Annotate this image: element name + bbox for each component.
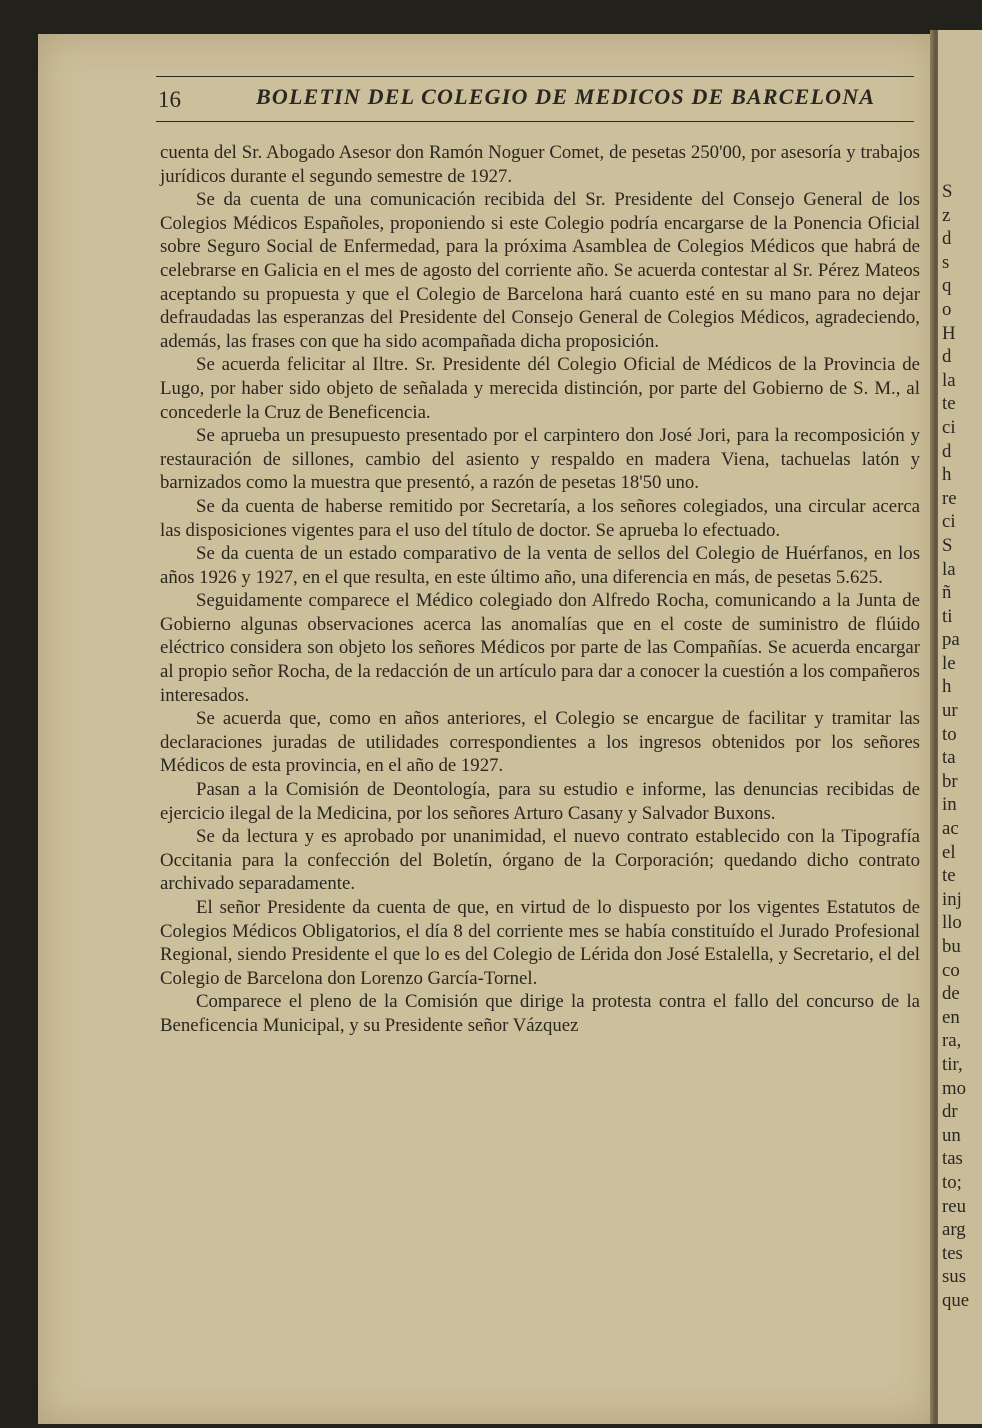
fragment-line: H [942,322,956,344]
fragment-line: ac [942,818,959,840]
fragment-line: o [942,298,952,320]
fragment-line: tir, [942,1053,963,1075]
fragment-line: arg [942,1219,966,1241]
page-header [156,76,914,122]
facing-page-edge [938,30,982,1424]
fragment-line: dr [942,1101,958,1123]
running-title: BOLETIN DEL COLEGIO DE MEDICOS DE BARCELONA [256,84,876,109]
fragment-line: d [942,440,952,462]
fragment-line: en [942,1006,960,1028]
fragment-line: de [942,983,960,1005]
paragraph: El señor Presidente da cuenta de que, en virtud de lo dispuesto por los vigentes Estatutos de Colegios Médicos Obligatorios, el día 8 del corriente mes se había constituído el Jurado Profesional Regional, siendo Presidente el que lo es del Colegio de Lérida don José Estalella, y Secretario, el del Colegio de Barcelona don Lorenzo García-Tornel. [160,897,920,989]
fragment-line: S [942,181,953,202]
fragment-line: ci [942,511,956,533]
fragment-line: ra, [942,1030,962,1052]
article-body [160,141,920,1038]
fragment-line: le [942,652,956,674]
fragment-line: d [942,228,952,250]
paragraph: cuenta del Sr. Abogado Asesor don Ramón Noguer Comet, de pesetas 250'00, por asesoría y trabajos jurídicos durante el segundo semestre de 1927. [160,142,920,187]
fragment-line: ti [942,605,953,627]
fragment-line: h [942,676,952,698]
fragment-line: tes [942,1242,963,1264]
paragraph: Se da cuenta de haberse remitido por Secretaría, a los señores colegiados, una circular acerca las disposiciones vigentes para el uso del título de doctor. Se aprueba lo efectuado. [160,495,920,541]
fragment-line: te [942,393,956,415]
fragment-line: z [942,204,951,226]
paragraph: Se da cuenta de un estado comparativo de la venta de sellos del Colegio de Huérfanos, en los años 1926 y 1927, en el que resulta, en este último año, una diferencia en más, de pesetas 5.625. [160,543,920,588]
fragment-line: que [942,1289,970,1311]
fragment-line: la [942,369,956,391]
paragraph: Se acuerda felicitar al Iltre. Sr. Presidente dél Colegio Oficial de Médicos de la Provincia de Lugo, por haber sido objeto de señalada y merecida distinción, por parte del Gobierno de S. M., al concederle la Cruz de Beneficencia. [160,354,920,423]
fragment-line: q [942,275,952,297]
fragment-line: ta [942,747,956,769]
paragraph: Se da cuenta de una comunicación recibida del Sr. Presidente del Consejo General de los Colegios Médicos Españoles, proponiendo si este Colegio podría encargarse de la Ponencia Oficial sobre Seguro Social de Enfermedad, para la próxima Asamblea de Colegios Médicos que habrá de celebrarse en Galicia en el mes de agosto del corriente año. Se acuerda contestar al Sr. Pérez Mateos aceptando su propuesta y que el Colegio de Barcelona hará cuanto esté en su mano para no dejar defraudadas las esperanzas del Presidente del Consejo General de Colegios Médicos, agradeciendo, además, las frases con que ha sido acompañada dicha proposición. [160,189,920,352]
fragment-line: in [942,794,957,816]
fragment-line: tas [942,1148,963,1170]
fragment-line: reu [942,1195,966,1217]
paragraph: Comparece el pleno de la Comisión que dirige la protesta contra el fallo del concurso de la Beneficencia Municipal, y su Presidente señor Vázquez [160,991,920,1036]
paragraph: Pasan a la Comisión de Deontología, para su estudio e informe, las denuncias recibidas de ejercicio ilegal de la Medicina, por los señores Arturo Casany y Salvador Buxons. [160,779,920,824]
fragment-line: el [942,841,956,863]
fragment-line: te [942,865,956,887]
fragment-line: un [942,1124,961,1146]
paragraph: Se da lectura y es aprobado por unanimidad, el nuevo contrato establecido con la Tipografía Occitania para la confección del Boletín, órgano de la Corporación; quedando dicho contrato archivado separadamente. [160,826,920,895]
fragment-line: co [942,959,960,981]
paragraph: Se aprueba un presupuesto presentado por el carpintero don José Jori, para la recomposición y restauración de sillones, cambio del asiento y respaldo en madera Viena, tachuelas latón y barnizados como la muestra que presentó, a razón de pesetas 18'50 uno. [160,425,920,494]
paragraph: Seguidamente comparece el Médico colegiado don Alfredo Rocha, comunicando a la Junta de Gobierno algunas observaciones acerca las anomalías que en el coste de suministro de flúido eléctrico considera son objeto los señores Médicos por parte de las Compañías. Se acuerda encargar al propio señor Rocha, de la redacción de un artículo para dar a conocer la cuestión a los compañeros interesados. [160,590,920,706]
facing-page-text-fragments [942,180,969,1313]
fragment-line: br [942,770,958,792]
fragment-line: re [942,487,957,509]
fragment-line: s [942,251,950,273]
page-number: 16 [158,87,181,112]
fragment-line: inj [942,888,962,910]
fragment-line: to; [942,1171,962,1193]
paragraph: Se acuerda que, como en años anteriores, el Colegio se encargue de facilitar y tramitar las declaraciones juradas de utilidades correspondientes a los ingresos obtenidos por los señores Médicos de esta provincia, en el año de 1927. [160,708,920,777]
fragment-line: ñ [942,582,952,604]
fragment-line: pa [942,629,960,651]
fragment-line: S [942,534,953,556]
fragment-line: ur [942,700,958,722]
fragment-line: llo [942,912,962,934]
fragment-line: la [942,558,956,580]
fragment-line: bu [942,936,961,957]
fragment-line: sus [942,1266,967,1288]
fragment-line: mo [942,1077,966,1099]
fragment-line: h [942,464,952,486]
fragment-line: d [942,346,952,368]
fragment-line: to [942,723,957,745]
fragment-line: ci [942,416,956,438]
